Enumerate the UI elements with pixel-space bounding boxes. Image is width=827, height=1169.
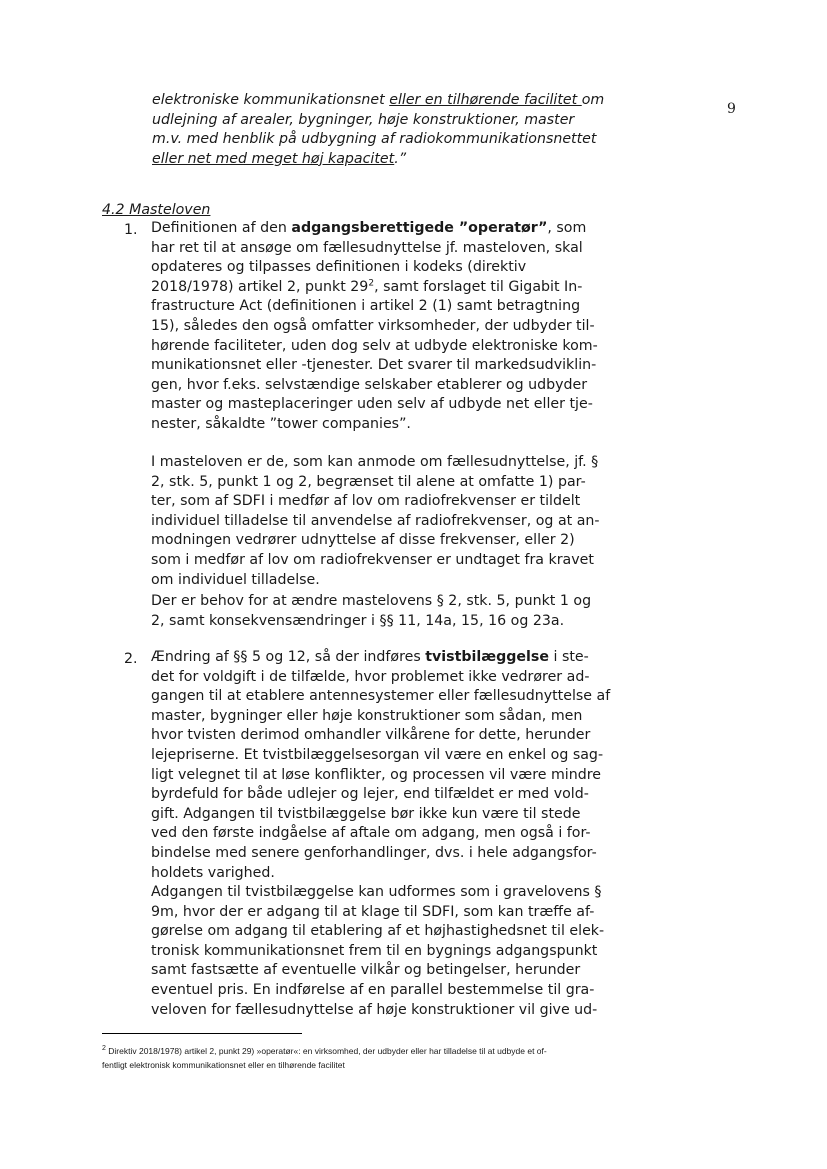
item2-paragraph-1: Ændring af §§ 5 og 12, så der indføres tvistbilæggelse i ste- det for voldgift i de tilfælde, hvor problemet ikke vedrører ad- gangen til at etablere antennesystemer eller fællesudnyttelse af master, bygninger eller høje konstruktioner som sådan, men hvor tvisten derimod omhandler vilkårene for dette, herunder lejepriserne. Et tvistbilæggelsesorgan vil være en enkel og sag- ligt velegnet til at løse konflikter, og processen vil være mindre byrdefuld for både udlejer og lejer, end tilfældet er med vold- gift. Adgangen til tvistbilæggelse bør ikke kun være til stede ved den første indgåelse af aftale om adgang, men også i for- bindelse med senere genforhandlinger, dvs. i hele adgangsfor- holdets varighed. (151, 649, 611, 881)
item1-paragraph-3: Der er behov for at ændre mastelovens § 2, stk. 5, punkt 1 og 2, samt konsekvensændringer i §§ 11, 14a, 15, 16 og 23a. (151, 593, 592, 629)
quote-line: elektroniske kommunikationsnet eller en tilhørende facilitet om (152, 92, 605, 108)
quote-line: m.v. med henblik på udbygning af radiokommunikationsnettet (152, 131, 597, 148)
footnote-ref: 2 (368, 278, 375, 289)
page-number: 9 (727, 101, 736, 117)
section-heading: 4.2 Masteloven (102, 202, 211, 218)
item2-paragraph-2: Adgangen til tvistbilæggelse kan udformes som i gravelovens § 9m, hvor der er adgang til at klage til SDFI, som kan træffe af- gørelse om adgang til etablering af et højhastighedsnet til elek- tronisk kommunikationsnet frem til en bygnings adgangspunkt samt fastsætte af eventuelle vilkår og betingelser, herunder eventuel pris. En indførelse af en parallel bestemmelse til gra- veloven for fællesudnyttelse af høje konstruktioner vil give ud- (151, 884, 605, 1018)
list-number-2: 2. (124, 651, 138, 667)
list-number-1: 1. (124, 222, 138, 238)
footnote-marker: 2 (102, 1045, 106, 1053)
footnote: $^2$ Direktiv 2018/1978) artikel 2, punkt 29) »operatør«: en virksomhed, der udbyder eller har tilladelse til at udbyde et of- fentligt elektronisk kommunikationsnet eller en tilhørende facilitet (102, 1045, 547, 1070)
quote-line: eller net med meget høj kapacitet.” (152, 150, 407, 167)
footnote-divider (102, 1033, 302, 1034)
quote-block (152, 91, 652, 169)
item1-paragraph-1: Definitionen af den adgangsberettigede ”operatør”, som har ret til at ansøge om fællesudnyttelse jf. masteloven, skal opdateres og tilpasses definitionen i kodeks (direktiv 2018/1978) artikel 2, punkt $29^2$, samt forslaget til Gigabit In- frastructure Act (definitionen i artikel 2 (1) samt betragtning 15), således den også omfatter virksomheder, der udbyder til- hørende faciliteter, uden dog selv at udbyde elektroniske kom- munikationsnet eller -tjenester. Det svarer til markedsudviklin- gen, hvor f.eks. selvstændige selskaber etablerer og udbyder master og masteplaceringer uden selv af udbyde net eller tje- nester, såkaldte ”tower companies”. (151, 220, 598, 432)
quote-line: udlejning af arealer, bygninger, høje konstruktioner, master (152, 111, 575, 128)
item1-paragraph-2: I masteloven er de, som kan anmode om fællesudnyttelse, jf. § 2, stk. 5, punkt 1 og 2, begrænset til alene at omfatte 1) par- ter, som af SDFI i medfør af lov om radiofrekvenser er tildelt individuel tilladelse til anvendelse af radiofrekvenser, og at an- modningen vedrører udnyttelse af disse frekvenser, eller 2) som i medfør af lov om radiofrekvenser er undtaget fra kravet om individuel tilladelse. (151, 454, 600, 588)
